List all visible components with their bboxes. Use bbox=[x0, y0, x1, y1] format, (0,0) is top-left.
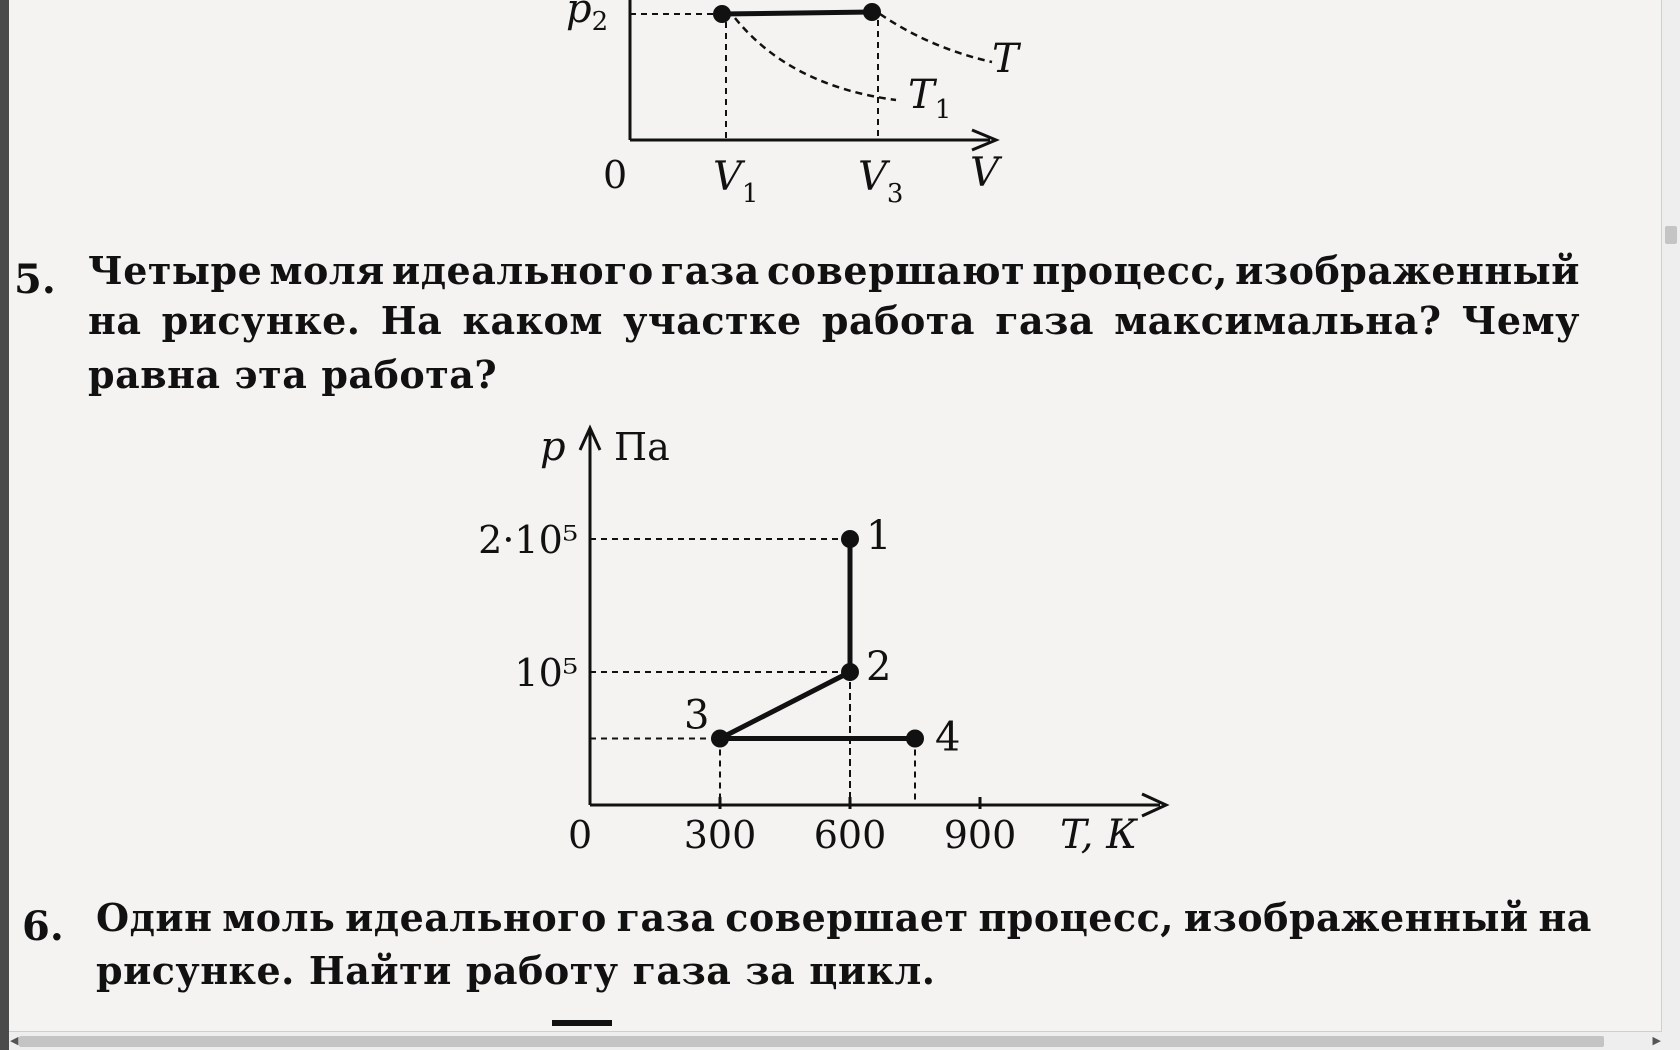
state-label-2: 2 bbox=[866, 644, 892, 690]
y-axis-label: p bbox=[540, 424, 566, 470]
top-v1-label: $V_1$ bbox=[713, 154, 759, 209]
problem6-word: процесс, bbox=[978, 895, 1174, 940]
problem5-word: процесс, bbox=[1032, 248, 1228, 293]
problem5-word: Четыре bbox=[88, 248, 263, 293]
problem5-word: участке bbox=[623, 298, 802, 343]
problem6-word: совершает bbox=[725, 895, 969, 940]
figure-top-pv-diagram bbox=[0, 0, 1680, 215]
state-point-4 bbox=[906, 730, 924, 748]
problem6-word: работу bbox=[465, 948, 619, 993]
problem-5-number: 5. bbox=[14, 256, 56, 303]
vertical-scrollbar[interactable] bbox=[1661, 0, 1680, 1050]
problem-6-number: 6. bbox=[22, 903, 64, 950]
problem5-word: на bbox=[88, 298, 142, 343]
problem6-word: цикл. bbox=[809, 948, 936, 993]
scroll-right-arrow-icon[interactable]: ▶ bbox=[1652, 1034, 1661, 1047]
horizontal-scrollbar-thumb[interactable] bbox=[19, 1036, 1604, 1047]
problem5-word: газа bbox=[995, 298, 1094, 343]
problem5-word: газа bbox=[660, 248, 760, 293]
problem5-word: совершают bbox=[767, 248, 1026, 293]
state-label-1: 1 bbox=[866, 513, 892, 559]
origin-label: 0 bbox=[568, 813, 593, 857]
state-point-2 bbox=[841, 663, 859, 681]
horizontal-scrollbar[interactable] bbox=[9, 1031, 1662, 1050]
top-v-axis-label: V bbox=[970, 150, 999, 196]
problem6-word: газа bbox=[632, 948, 732, 993]
problem5-word: эта bbox=[234, 352, 308, 397]
top-v3-label: $V_3$ bbox=[858, 154, 904, 209]
top-point-right bbox=[863, 3, 881, 21]
state-label-4: 4 bbox=[935, 714, 961, 761]
chart-pt-diagram bbox=[0, 420, 1680, 870]
process-segment-2-3 bbox=[720, 672, 850, 739]
problem5-word: изображенный bbox=[1235, 248, 1580, 293]
problem6-word: моль bbox=[222, 895, 336, 940]
x-tick-label: 900 bbox=[943, 813, 1017, 857]
top-p2-label: $p_2$ bbox=[566, 0, 609, 37]
x-tick-label: 300 bbox=[683, 813, 757, 857]
problem6-line-2 bbox=[96, 948, 936, 993]
problem5-word: работа? bbox=[321, 352, 498, 397]
problem5-word: каком bbox=[462, 298, 603, 343]
top-t-label: T bbox=[992, 36, 1019, 82]
x-axis-label: T, К bbox=[1060, 812, 1138, 858]
top-isotherm-t bbox=[880, 14, 992, 62]
problem6-line-1 bbox=[96, 895, 1592, 940]
problem6-word: на bbox=[1538, 895, 1592, 940]
problem5-word: максимальна? bbox=[1114, 298, 1442, 343]
top-origin-label: 0 bbox=[603, 153, 628, 197]
problem6-word: идеального bbox=[345, 895, 607, 940]
cropped-next-figure bbox=[552, 1020, 612, 1026]
state-point-1 bbox=[841, 530, 859, 548]
problem6-word: рисунке. bbox=[96, 948, 295, 993]
problem5-line-3 bbox=[88, 352, 497, 397]
y-axis-unit: Па bbox=[614, 425, 670, 469]
state-point-3 bbox=[711, 730, 729, 748]
problem5-word: равна bbox=[88, 352, 221, 397]
x-tick-label: 600 bbox=[813, 813, 887, 857]
problem6-word: за bbox=[745, 948, 796, 993]
problem5-word: идеального bbox=[392, 248, 654, 293]
top-process-segment bbox=[722, 12, 872, 14]
scroll-left-arrow-icon[interactable]: ◀ bbox=[10, 1034, 19, 1047]
problem5-word: работа bbox=[821, 298, 975, 343]
state-label-3: 3 bbox=[684, 692, 710, 739]
problem5-word: На bbox=[380, 298, 443, 343]
top-isotherm-t1 bbox=[735, 18, 896, 100]
problem5-word: Чему bbox=[1461, 298, 1580, 343]
problem5-word: моля bbox=[269, 248, 385, 293]
top-point-left bbox=[713, 5, 731, 23]
problem6-word: изображенный bbox=[1183, 895, 1529, 940]
problem6-word: Один bbox=[96, 895, 213, 940]
top-t1-label: $T_1$ bbox=[908, 72, 952, 125]
problem6-word: Найти bbox=[308, 948, 452, 993]
problem5-word: рисунке. bbox=[161, 298, 361, 343]
problem6-word: газа bbox=[616, 895, 716, 940]
vertical-scrollbar-thumb[interactable] bbox=[1665, 226, 1677, 244]
y-tick-label: 10⁵ bbox=[514, 651, 578, 695]
problem5-line-1 bbox=[88, 248, 1580, 293]
y-tick-label: 2·10⁵ bbox=[478, 518, 578, 562]
problem5-line-2 bbox=[88, 298, 1580, 343]
